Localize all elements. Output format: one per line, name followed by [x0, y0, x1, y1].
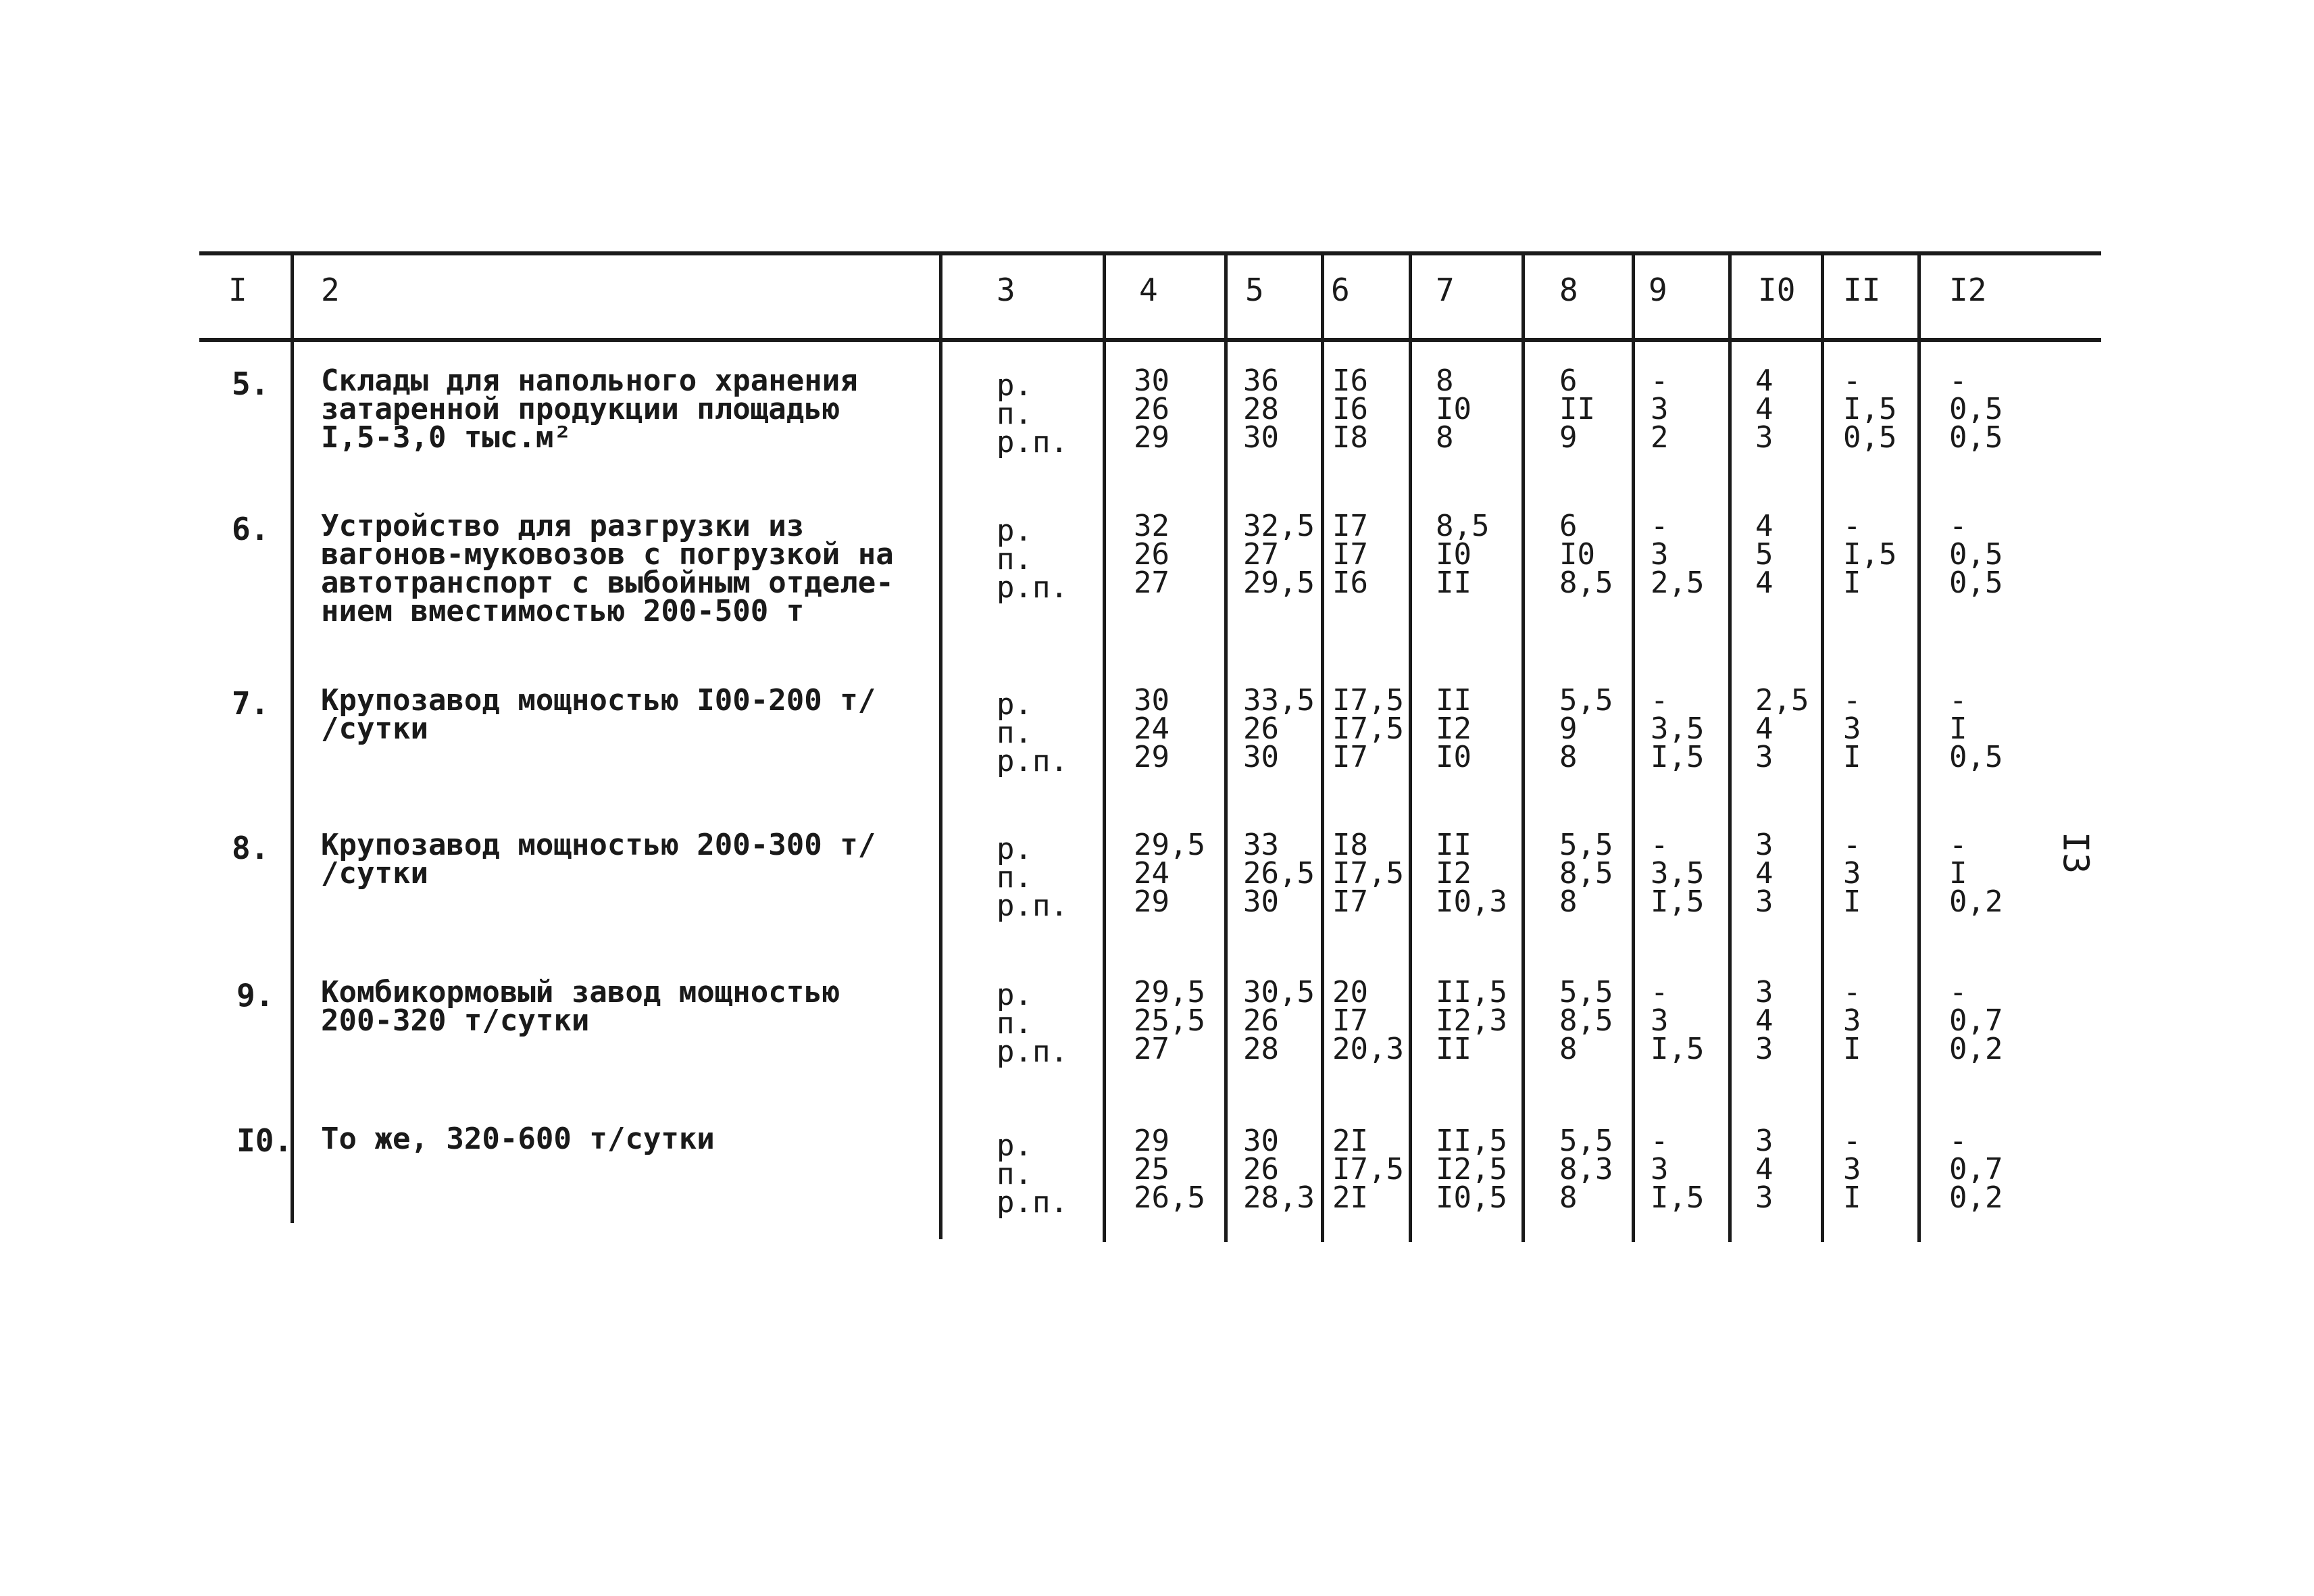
cell-7: 8,5 I0 II	[1436, 509, 1490, 600]
cell-5: 30,5 26 28	[1243, 975, 1315, 1066]
table-top-rule	[199, 251, 2101, 255]
cell-4: 29 25 26,5	[1134, 1124, 1205, 1215]
cell-5: 33 26,5 30	[1243, 828, 1315, 919]
cell-6: 2I I7,5 2I	[1332, 1124, 1404, 1215]
page-number: I3	[2055, 831, 2096, 874]
cell-3: р. п. р.п.	[997, 1128, 1068, 1220]
cell-10: 3 4 3	[1755, 1124, 1774, 1215]
cell-3: р. п. р.п.	[997, 368, 1068, 459]
cell-9: - 3,5 I,5	[1651, 683, 1705, 774]
column-rule	[291, 251, 294, 1223]
row-description: Крупозавод мощностью 200-300 т/ /сутки	[321, 828, 876, 891]
cell-12: - I 0,2	[1949, 828, 2003, 919]
cell-12: - 0,5 0,5	[1949, 364, 2003, 455]
cell-11: - 3 I	[1843, 1124, 1861, 1215]
column-rule	[1821, 251, 1824, 1242]
cell-10: 3 4 3	[1755, 828, 1774, 919]
column-header: 3	[997, 272, 1015, 308]
cell-12: - 0,5 0,5	[1949, 509, 2003, 600]
column-header: 8	[1559, 272, 1578, 308]
cell-8: 6 I0 8,5	[1559, 509, 1613, 600]
cell-9: - 3 I,5	[1651, 1124, 1705, 1215]
cell-6: 20 I7 20,3	[1332, 975, 1404, 1066]
row-number: 9.	[236, 977, 274, 1014]
column-rule	[939, 251, 942, 1239]
cell-10: 4 4 3	[1755, 364, 1774, 455]
column-header: 5	[1245, 272, 1264, 308]
column-header: 7	[1436, 272, 1455, 308]
cell-3: р. п. р.п.	[997, 687, 1068, 778]
column-header: I	[228, 272, 247, 308]
cell-12: - I 0,5	[1949, 683, 2003, 774]
column-header: II	[1843, 272, 1881, 308]
row-number: 5.	[232, 366, 270, 402]
cell-9: - 3,5 I,5	[1651, 828, 1705, 919]
cell-7: 8 I0 8	[1436, 364, 1472, 455]
cell-6: I8 I7,5 I7	[1332, 828, 1404, 919]
cell-10: 2,5 4 3	[1755, 683, 1809, 774]
cell-11: - 3 I	[1843, 683, 1861, 774]
column-header: 9	[1649, 272, 1667, 308]
cell-11: - I,5 0,5	[1843, 364, 1897, 455]
cell-9: - 3 2	[1651, 364, 1669, 455]
cell-4: 30 24 29	[1134, 683, 1169, 774]
cell-8: 6 II 9	[1559, 364, 1595, 455]
cell-10: 4 5 4	[1755, 509, 1774, 600]
cell-8: 5,5 8,5 8	[1559, 975, 1613, 1066]
cell-6: I7 I7 I6	[1332, 509, 1368, 600]
row-number: I0.	[236, 1122, 293, 1159]
cell-4: 29,5 24 29	[1134, 828, 1205, 919]
column-header: 4	[1139, 272, 1158, 308]
column-rule	[1103, 251, 1106, 1242]
cell-8: 5,5 8,3 8	[1559, 1124, 1613, 1215]
column-rule	[1632, 251, 1635, 1242]
cell-7: II,5 I2,3 II	[1436, 975, 1507, 1066]
cell-6: I7,5 I7,5 I7	[1332, 683, 1404, 774]
column-rule	[1917, 251, 1921, 1242]
cell-3: р. п. р.п.	[997, 514, 1068, 605]
cell-3: р. п. р.п.	[997, 832, 1068, 923]
cell-8: 5,5 8,5 8	[1559, 828, 1613, 919]
cell-9: - 3 I,5	[1651, 975, 1705, 1066]
row-description: То же, 320-600 т/сутки	[321, 1122, 715, 1156]
column-rule	[1521, 251, 1525, 1242]
cell-5: 32,5 27 29,5	[1243, 509, 1315, 600]
row-description: Устройство для разгрузки из вагонов-муковозов с погрузкой на автотранспорт с выбойным отделе- нием вместимостью 200-500 т	[321, 509, 894, 628]
column-header: 2	[321, 272, 340, 308]
cell-10: 3 4 3	[1755, 975, 1774, 1066]
cell-5: 33,5 26 30	[1243, 683, 1315, 774]
header-bottom-rule	[199, 338, 2101, 342]
row-description: Комбикормовый завод мощностью 200-320 т/сутки	[321, 975, 840, 1038]
cell-11: - 3 I	[1843, 975, 1861, 1066]
cell-8: 5,5 9 8	[1559, 683, 1613, 774]
cell-4: 32 26 27	[1134, 509, 1169, 600]
row-description: Склады для напольного хранения затаренной продукции площадью I,5-3,0 тыс.м²	[321, 364, 858, 455]
column-header: I2	[1949, 272, 1987, 308]
cell-5: 36 28 30	[1243, 364, 1279, 455]
cell-6: I6 I6 I8	[1332, 364, 1368, 455]
cell-11: - 3 I	[1843, 828, 1861, 919]
row-number: 7.	[232, 685, 270, 722]
column-header: 6	[1331, 272, 1350, 308]
cell-12: - 0,7 0,2	[1949, 975, 2003, 1066]
row-number: 6.	[232, 511, 270, 547]
cell-7: II,5 I2,5 I0,5	[1436, 1124, 1507, 1215]
cell-3: р. п. р.п.	[997, 978, 1068, 1069]
row-description: Крупозавод мощностью I00-200 т/ /сутки	[321, 683, 876, 746]
column-rule	[1728, 251, 1732, 1242]
cell-12: - 0,7 0,2	[1949, 1124, 2003, 1215]
cell-11: - I,5 I	[1843, 509, 1897, 600]
column-rule	[1224, 251, 1228, 1242]
cell-4: 29,5 25,5 27	[1134, 975, 1205, 1066]
column-header: I0	[1758, 272, 1796, 308]
column-rule	[1321, 251, 1324, 1242]
cell-5: 30 26 28,3	[1243, 1124, 1315, 1215]
cell-9: - 3 2,5	[1651, 509, 1705, 600]
row-number: 8.	[232, 830, 270, 866]
column-rule	[1409, 251, 1412, 1242]
cell-4: 30 26 29	[1134, 364, 1169, 455]
cell-7: II I2 I0,3	[1436, 828, 1507, 919]
cell-7: II I2 I0	[1436, 683, 1472, 774]
